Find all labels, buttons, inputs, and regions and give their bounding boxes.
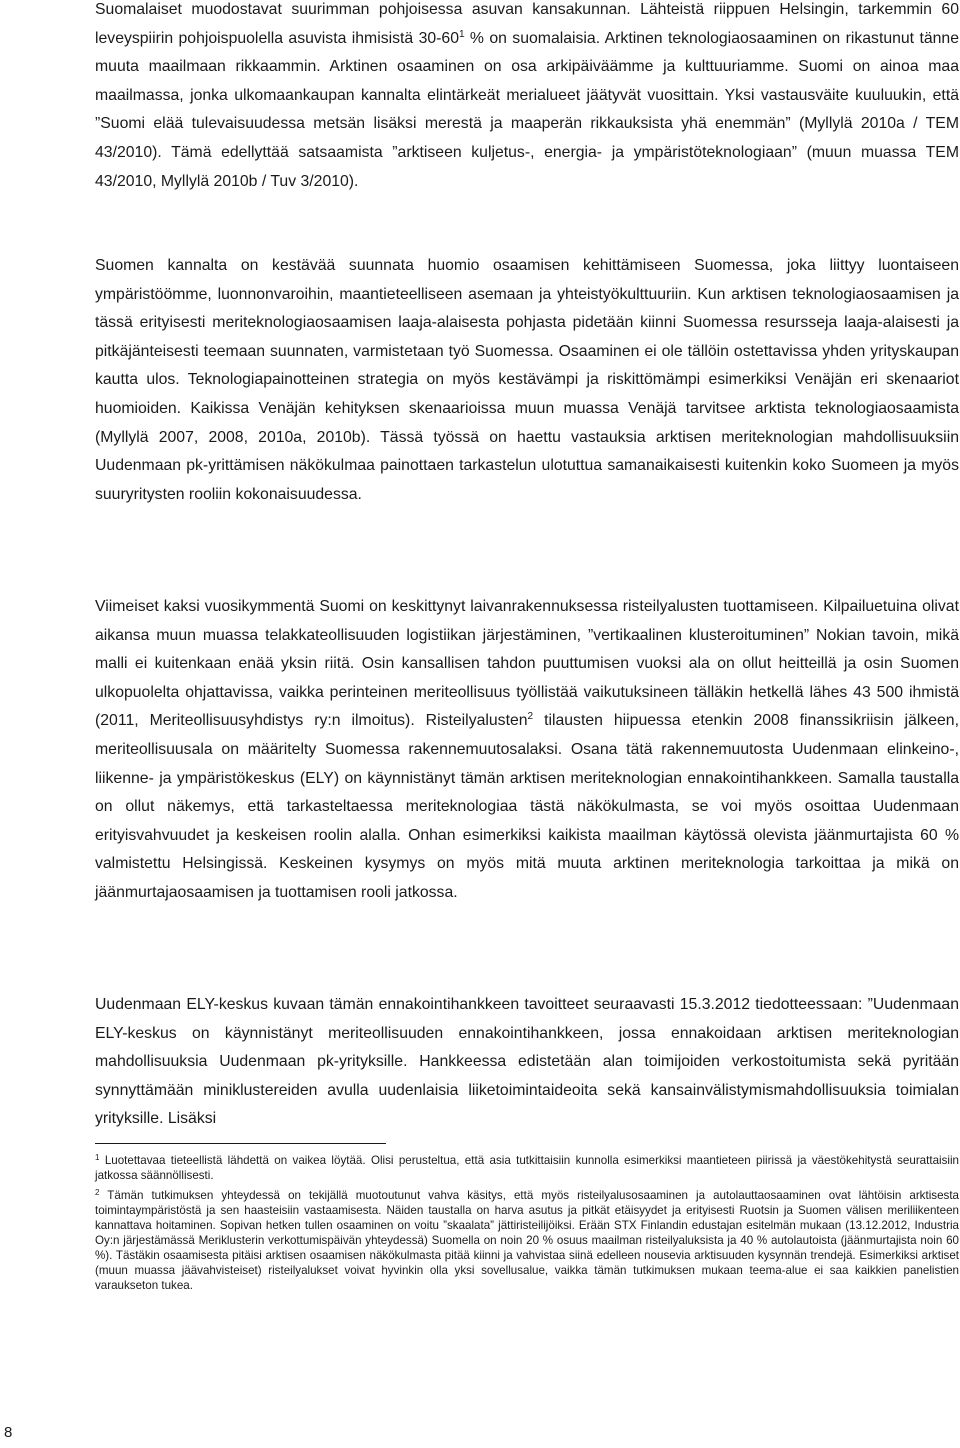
footnote-2-text: Tämän tutkimuksen yhteydessä on tekijällä muotoutunut vahva käsitys, että myös risteilyalusosaaminen ja autolauttaosaaminen ovat lähtöisin arktisesta toimintaympäristöstä ja sen haasteisiin vastaamisesta. Näiden taustalla on harva asutus ja pitkät etäisyydet ja erityisesti Ruotsin ja Suomen välisen meriliikenteen kannattava hoitaminen. Sopivan hetken tullen osaaminen on voitu ”skaalata” jättiristeilijöiksi. Erään STX Finlandin edustajan esitelmän mukaan (13.12.2012, Industria Oy:n järjestämässä Meriklusterin verkottumispäivän yhteydessä) Suomella on noin 20 % osuus maailman risteilyaluksista ja 40 % autolautoista (jäänmurtajista noin 60 %). Tästäkin osaamisesta pitäisi arktisen osaamisen näkökulmasta pitää kiinni ja vahvistaa siinä edelleen nousevia arktisuuden kysynnän trendejä. Esimerkiksi arktiset (muun muassa jäävahvisteiset) risteilyalukset voivat hyvinkin olla yksi sovellusalue, vaikka tämän tutkimuksen mukaan teema-alue ei saa kaikkien panelistien varaukseton tukea.	[95, 1189, 959, 1292]
footnote-ref-1[interactable]: 1	[458, 28, 465, 40]
paragraph-3-text-a: Viimeiset kaksi vuosikymmentä Suomi on keskittynyt laivanrakennuksessa risteilyalusten tuottamiseen. Kilpailuetuina olivat aikansa muun muassa telakkateollisuuden logistiikan järjestäminen, ”vertikaalinen klusteroituminen” Nokian tavoin, mikä malli ei kuitenkaan enää yksin riitä. Osin kansallisen tahdon puuttumisen vuoksi ala on ollut heitteillä ja osin Suomen ulkopuolelta ohjattavissa, vaikka perinteinen meriteollisuus työllistää vaikutuksineen tälläkin hetkellä lähes 43 500 ihmistä (2011, Meriteollisuusyhdistys ry:n ilmoitus). Risteilyalusten	[95, 598, 959, 730]
footnotes	[95, 1153, 959, 1293]
paragraph-3	[95, 593, 959, 908]
footnote-1-marker: 1	[95, 1153, 100, 1162]
footnote-2-marker: 2	[95, 1188, 100, 1197]
paragraph-1-text-b: % on suomalaisia. Arktinen teknologiaosaaminen on rikastunut tänne muuta maailmaan rikkaammin. Arktinen osaaminen on osa arkipäiväämme ja kulttuuriamme. Suomi on ainoa maa maailmassa, jonka ulkomaankaupan kannalta elintärkeät merialueet jäätyvät vuosittain. Yksi vastausväite kuuluukin, että ”Suomi elää tulevaisuudessa metsän lisäksi merestä ja maaperän rikkauksista yhä enemmän” (Myllylä 2010a / TEM 43/2010). Tämä edellyttää satsaamista ”arktiseen kuljetus-, energia- ja ympäristöteknologiaan” (muun muassa TEM 43/2010, Myllylä 2010b / Tuv 3/2010).	[95, 29, 959, 190]
footnote-separator	[95, 1143, 386, 1144]
paragraph-1-text-a: Suomalaiset muodostavat suurimman pohjoisessa asuvan kansakunnan. Lähteistä riippuen Helsingin, tarkemmin 60 leveyspiirin pohjoispuolella asuvista ihmisistä 30-60	[95, 1, 959, 47]
footnote-1	[95, 1153, 959, 1183]
paragraph-3-text-b: tilausten hiipuessa etenkin 2008 finanssikriisin jälkeen, meriteollisuusala on määritelty Suomessa rakennemuutosalaksi. Osana tätä rakennemuutosta Uudenmaan elinkeino-, liikenne- ja ympäristökeskus (ELY) on käynnistänyt tämän arktisen meriteknologian ennakointihankkeen. Samalla taustalla on ollut näkemys, että tarkasteltaessa meriteknologiaa tästä näkökulmasta, se voi myös osoittaa Uudenmaan erityisvahvuudet ja keskeisen roolin alalla. Onhan esimerkiksi kaikista maailman käytössä olevista jäänmurtajista 60 % valmistettu Helsingissä. Keskeinen kysymys on myös mitä muuta arktinen meriteknologia tarkoittaa ja mikä on jäänmurtajaosaamisen ja tuottamisen rooli jatkossa.	[95, 712, 959, 901]
footnote-1-text: Luotettavaa tieteellistä lähdettä on vaikea löytää. Olisi perusteltua, että asia tutkittaisiin kunnolla esimerkiksi maantieteen piirissä ja väestökehitystä seurattaisiin jatkossa säännöllisesti.	[95, 1154, 959, 1182]
paragraph-2: Suomen kannalta on kestävää suunnata huomio osaamisen kehittämiseen Suomessa, joka liittyy luontaiseen ympäristöömme, luonnonvaroihin, maantieteelliseen asemaan ja yhteistyökulttuuriin. Kun arktisen teknologiaosaamisen ja tässä erityisesti meriteknologiaosaamisen laaja-alaisesta pohjasta pidetään kiinni Suomessa resursseja laaja-alaisesti ja pitkäjänteisesti teemaan suunnaten, varmistetaan työ Suomessa. Osaaminen ei ole tällöin ostettavissa yhden yrityskaupan kautta ulos. Teknologiapainotteinen strategia on myös kestävämpi ja riskittömämpi esimerkiksi Venäjän eri skenaariot huomioiden. Kaikissa Venäjän kehityksen skenaarioissa muun muassa Venäjä tarvitsee arktista teknologiaosaamista (Myllylä 2007, 2008, 2010a, 2010b). Tässä työssä on haettu vastauksia arktisen meriteknologian mahdollisuuksiin Uudenmaan pk-yrittämisen näkökulmaa painottaen tarkastelun ulotuttua samanaikaisesti kuitenkin koko Suomeen ja myös suuryritysten rooliin kokonaisuudessa.	[95, 257, 959, 503]
paragraph-1	[95, 0, 959, 196]
paragraph-4: Uudenmaan ELY-keskus kuvaan tämän ennakointihankkeen tavoitteet seuraavasti 15.3.2012 tiedotteessaan: ”Uudenmaan ELY-keskus on käynnistänyt meriteollisuuden ennakointihankkeen, jossa ennakoidaan arktisen meriteknologian mahdollisuuksia Uudenmaan pk-yrityksille. Hankkeessa edistetään alan toimijoiden verkostoitumista sekä pyritään synnyttämään miniklustereiden avulla uudenlaisia liiketoimintaideoita sekä kansainvälistymismahdollisuuksia toimialan yrityksille. Lisäksi	[95, 996, 959, 1128]
footnote-ref-2[interactable]: 2	[527, 711, 534, 723]
page-number: 8	[4, 1424, 13, 1441]
footnote-2	[95, 1188, 959, 1293]
